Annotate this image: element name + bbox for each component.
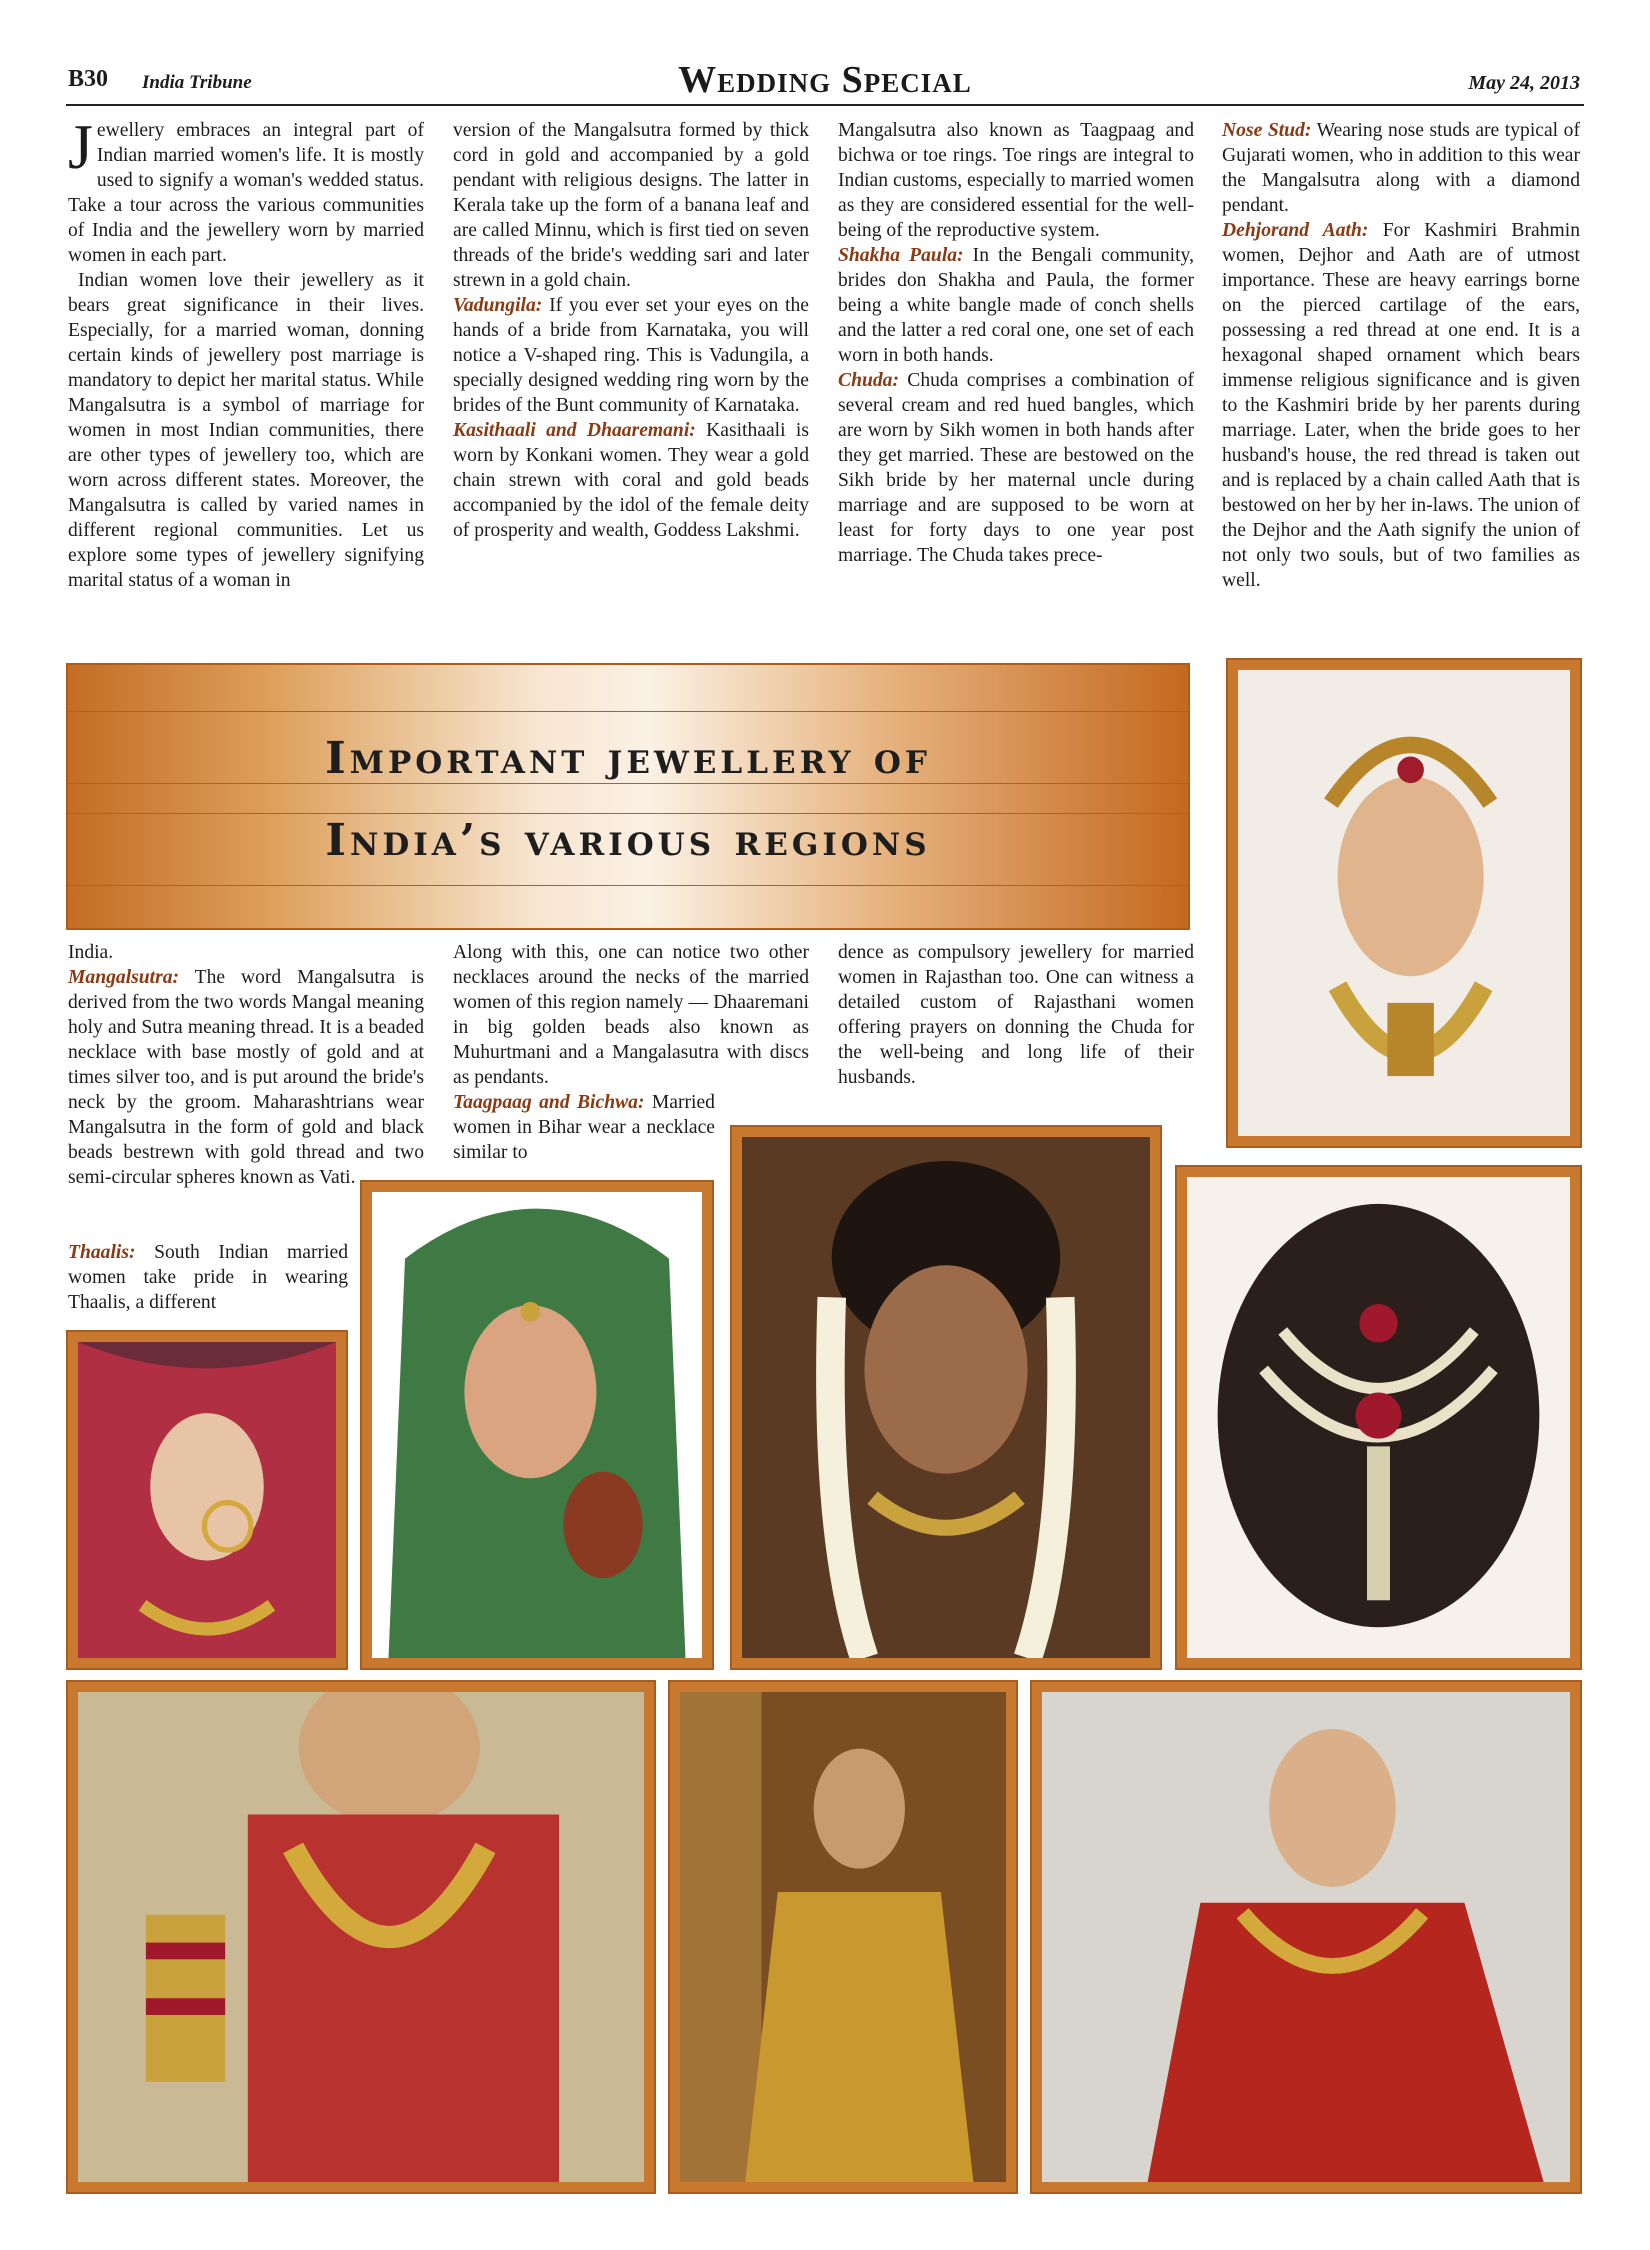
drop-cap: J: [68, 111, 93, 182]
header-rule: [66, 104, 1584, 106]
paragraph-text: ewellery embraces an integral part of Indian married women's life. It is mostly used to signify a woman's wedded status. Take a tour across the various communities of India and the jewellery worn by married women in each part.: [68, 120, 424, 266]
paragraph-text: Mangalsutra also known as Taagpaag and bichwa or toe rings. Toe rings are integral to Indian customs, especially to married women as they are considered essential for the well-being of the reproductive system.: [838, 120, 1194, 241]
paragraph: [453, 293, 809, 418]
paragraph: [68, 1240, 348, 1315]
paragraph: [453, 940, 809, 1090]
paragraph-text: Along with this, one can notice two other necklaces around the necks of the married women of this region namely — Dhaaremani in big golden beads also known as Muhurtmani and a Mangalasutra with discs as pendants.: [453, 942, 809, 1088]
subheading: Chuda:: [838, 370, 899, 391]
column-4: [1222, 118, 1580, 593]
paragraph: [838, 940, 1194, 1090]
subheading: Thaalis:: [68, 1242, 136, 1263]
subheading: Taagpaag and Bichwa:: [453, 1092, 645, 1113]
paragraph-text: Chuda comprises a combination of several cream and red hued bangles, which are worn by Sikh women in both hands after they get married. These are bestowed on the Sikh bride by her maternal uncle during marriage and are supposed to be worn at least for forty days to one year post marriage. The Chuda takes prece-: [838, 370, 1194, 566]
paragraph: [838, 118, 1194, 243]
column-3: [838, 118, 1194, 568]
paragraph-text: In the Bengali community, brides don Shakha and Paula, the former being a white bangle made of conch shells and the latter a red coral one, one set of each worn in both hands.: [838, 245, 1194, 366]
paragraph-text: Kasithaali is worn by Konkani women. They wear a gold chain strewn with coral and gold beads accompanied by the idol of the female deity of prosperity and wealth, Goddess Lakshmi.: [453, 420, 809, 541]
section-title: Wedding Special: [678, 59, 972, 101]
photo-bride-hair-ornament: [1175, 1165, 1582, 1670]
paragraph-text: Wearing nose studs are typical of Gujarati women, who in addition to this wear the Mangalsutra along with a diamond pendant.: [1222, 120, 1580, 216]
paragraph-text: Indian women love their jewellery as it bears great significance in their lives. Especially, for a married woman, donning certain kinds of jewellery post marriage is mandatory to depict her marital status. While Mangalsutra is a symbol of marriage for women in most Indian communities, there are other types of jewellery too, which are worn across different states. Moreover, the Mangalsutra is called by varied names in different regional communities. Let us explore some types of jewellery signifying marital status of a woman in: [68, 270, 424, 591]
paragraph-text: For Kashmiri Brahmin women, Dejhor and Aath are of utmost importance. These are heavy earrings borne on the pierced cartilage of the ears, possessing a red thread at one end. It is a hexagonal shaped ornament which bears immense religious significance and is given to the Kashmiri bride by her parents during marriage. Later, when the bride goes to her husband's house, the red thread is taken out and is replaced by a chain called Aath that is bestowed on her by her in-laws. The union of the Dejhor and the Aath signify the union of not only two souls, but of two families as well.: [1222, 220, 1580, 591]
photo-bride-flower-garland: [730, 1125, 1162, 1670]
feature-banner: [66, 663, 1190, 930]
subheading: Mangalsutra:: [68, 967, 180, 988]
paragraph: [453, 1090, 715, 1165]
paragraph: [1222, 118, 1580, 218]
lower-column-2: [453, 940, 809, 1090]
lower-column-1: [68, 940, 424, 1190]
paragraph: [1222, 218, 1580, 593]
banner-title-line1: Important jewellery of: [325, 733, 931, 784]
column-2: [453, 118, 809, 543]
paragraph: [838, 243, 1194, 368]
paragraph: [68, 268, 424, 593]
photo-bride-red-lehenga: [1030, 1680, 1582, 2194]
paragraph-text: dence as compulsory jewellery for married women in Rajasthan too. One can witness a detailed custom of Rajasthani women offering prayers on donning the Chuda for the well-being and long life of their husbands.: [838, 942, 1194, 1088]
photo-bride-nose-ring: [66, 1330, 348, 1670]
paragraph: [68, 940, 424, 965]
banner-title-line2: India’s various regions: [325, 815, 931, 866]
paragraph-text: South Indian married women take pride in wearing Thaalis, a different: [68, 1242, 348, 1313]
subheading: Shakha Paula:: [838, 245, 964, 266]
issue-date: May 24, 2013: [1468, 72, 1580, 94]
subheading: Nose Stud:: [1222, 120, 1312, 141]
page-number: B30: [68, 66, 109, 92]
lower-column-2b: [453, 1090, 715, 1165]
paragraph-text: Married women in Bihar wear a necklace similar to: [453, 1092, 715, 1163]
column-1: [68, 111, 424, 593]
paragraph-text: The word Mangalsutra is derived from the two words Mangal meaning holy and Sutra meaning thread. It is a beaded necklace with base mostly of gold and at times silver too, and is put around the bride's neck by the groom. Maharashtrians wear Mangalsutra in the form of gold and black beads bestrewn with gold thread and two semi-circular spheres known as Vati.: [68, 967, 424, 1188]
lower-column-1b: [68, 1240, 348, 1315]
subheading: Vadungila:: [453, 295, 543, 316]
subheading: Dehjorand Aath:: [1222, 220, 1369, 241]
photo-bride-bangles: [66, 1680, 656, 2194]
paragraph-text: If you ever set your eyes on the hands of a bride from Karnataka, you will notice a V-shaped ring. This is Vadungila, a specially designed wedding ring worn by the brides of the Bunt community of Karnataka.: [453, 295, 809, 416]
paragraph-text: India.: [68, 942, 114, 963]
paragraph: [68, 111, 424, 268]
photo-bride-green-veil: [360, 1180, 714, 1670]
paragraph: [453, 118, 809, 293]
photo-bride-gold-saree: [668, 1680, 1018, 2194]
paragraph: [838, 368, 1194, 568]
publication-name: India Tribune: [142, 72, 252, 93]
photo-bride-maang-tikka: [1226, 658, 1582, 1148]
paragraph: [68, 965, 424, 1190]
paragraph: [453, 418, 809, 543]
paragraph-text: version of the Mangalsutra formed by thick cord in gold and accompanied by a gold pendant with religious designs. The latter in Kerala take up the form of a banana leaf and are called Minnu, which is first tied on seven threads of the bride's wedding sari and later strewn in a gold chain.: [453, 120, 809, 291]
subheading: Kasithaali and Dhaaremani:: [453, 420, 696, 441]
lower-column-3: [838, 940, 1194, 1090]
